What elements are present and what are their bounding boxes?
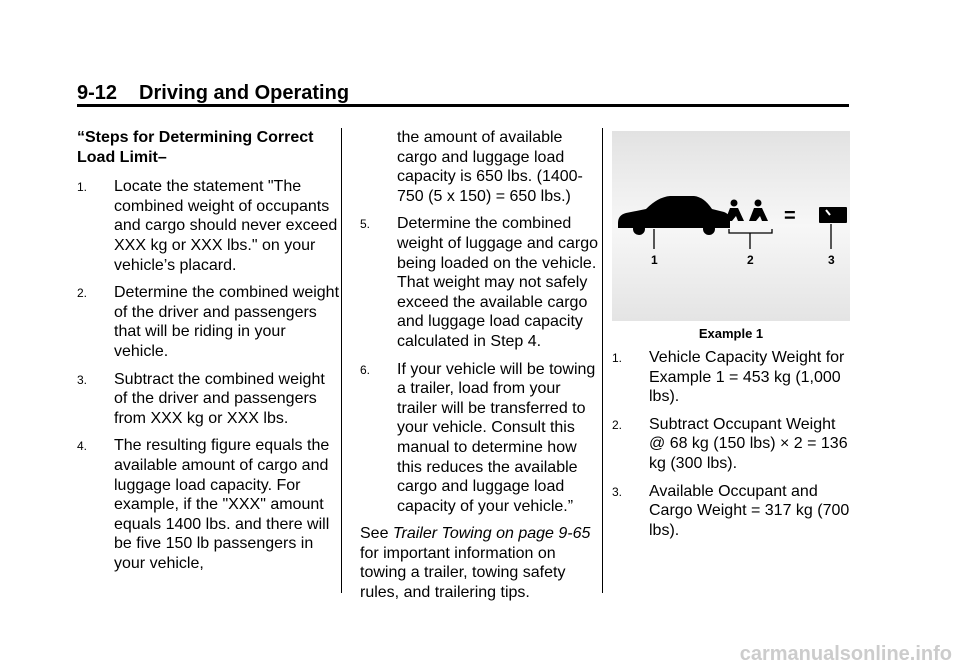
page-header [77, 82, 349, 105]
see-paragraph [360, 524, 600, 602]
see-prefix: See [360, 525, 393, 543]
item-number: 3. [612, 484, 623, 499]
list-item [77, 283, 339, 361]
list-item [612, 348, 852, 407]
item-number: 5. [360, 217, 371, 232]
item-number: 1. [77, 180, 88, 195]
item-text: If your vehicle will be towing a trailer, load from your trailer will be transferred to your vehicle. Consult this manual to determine how this reduces the available cargo and luggage load capacity of your vehicle.” [397, 360, 596, 515]
callout-2: 2 [747, 253, 754, 267]
luggage-icon [819, 207, 847, 223]
load-example-figure [612, 131, 850, 321]
list-item [77, 436, 339, 573]
callout-1: 1 [651, 253, 658, 267]
minus-sign: – [708, 202, 721, 227]
column-divider [341, 128, 342, 593]
load-diagram [612, 131, 850, 321]
header-rule [77, 104, 849, 107]
item-text: The resulting figure equals the available amount of cargo and luggage load capacity. For example, if the "XXX" amount equals 1400 lbs. and there will be five 150 lb passengers in your vehicle, [114, 437, 330, 572]
item-text: Subtract Occupant Weight @ 68 kg (150 lbs) × 2 = 136 kg (300 lbs). [649, 415, 848, 472]
occupants-icon [725, 200, 768, 222]
item-text: Determine the combined weight of the driver and passengers that will be riding in your vehicle. [114, 284, 340, 360]
item-number: 4. [77, 439, 88, 454]
item-text: Determine the combined weight of luggage and cargo being loaded on the vehicle. That weight may not safely exceed the available cargo and luggage load capacity calculated in Step 4. [397, 215, 599, 350]
item-number: 1. [612, 351, 623, 365]
column-1 [77, 128, 339, 581]
item-number: 3. [77, 372, 88, 387]
callout-3: 3 [828, 253, 835, 267]
steps-heading: “Steps for Determining Correct Load Limit– [77, 129, 314, 166]
cross-reference-link[interactable]: Trailer Towing on page 9-65 [392, 525, 591, 543]
page-number: 9-12 [77, 82, 118, 104]
section-title: Driving and Operating [139, 82, 350, 104]
item-text: Subtract the combined weight of the driver and passengers from XXX kg or XXX lbs. [114, 370, 325, 427]
item-text: Available Occupant and Cargo Weight = 317 kg (700 lbs). [649, 482, 850, 539]
watermark: carmanualsonline.info [739, 643, 952, 665]
column-3 [612, 348, 852, 548]
equals-sign: = [784, 205, 796, 227]
continued-text: the amount of available cargo and luggage load capacity is 650 lbs. (1400-750 (5 x 150) = 650 lbs.) [397, 129, 583, 205]
list-item [360, 214, 600, 351]
item-number: 2. [77, 286, 88, 301]
column-divider [602, 128, 603, 593]
column-2 [360, 128, 600, 603]
item-number: 6. [360, 362, 371, 377]
list-item [77, 177, 339, 275]
item-text: Vehicle Capacity Weight for Example 1 = 453 kg (1,000 lbs). [649, 349, 845, 406]
list-item [77, 370, 339, 429]
figure-caption: Example 1 [698, 326, 764, 341]
see-suffix: for important information on towing a trailer, towing safety rules, and trailering tips. [360, 544, 566, 602]
item-text: Locate the statement "The combined weight of occupants and cargo should never exceed XXX kg or XXX lbs." on your vehicle’s placard. [114, 178, 338, 274]
list-item [612, 482, 852, 541]
item-number: 2. [612, 417, 623, 432]
list-item [612, 415, 852, 474]
list-item [360, 360, 600, 517]
